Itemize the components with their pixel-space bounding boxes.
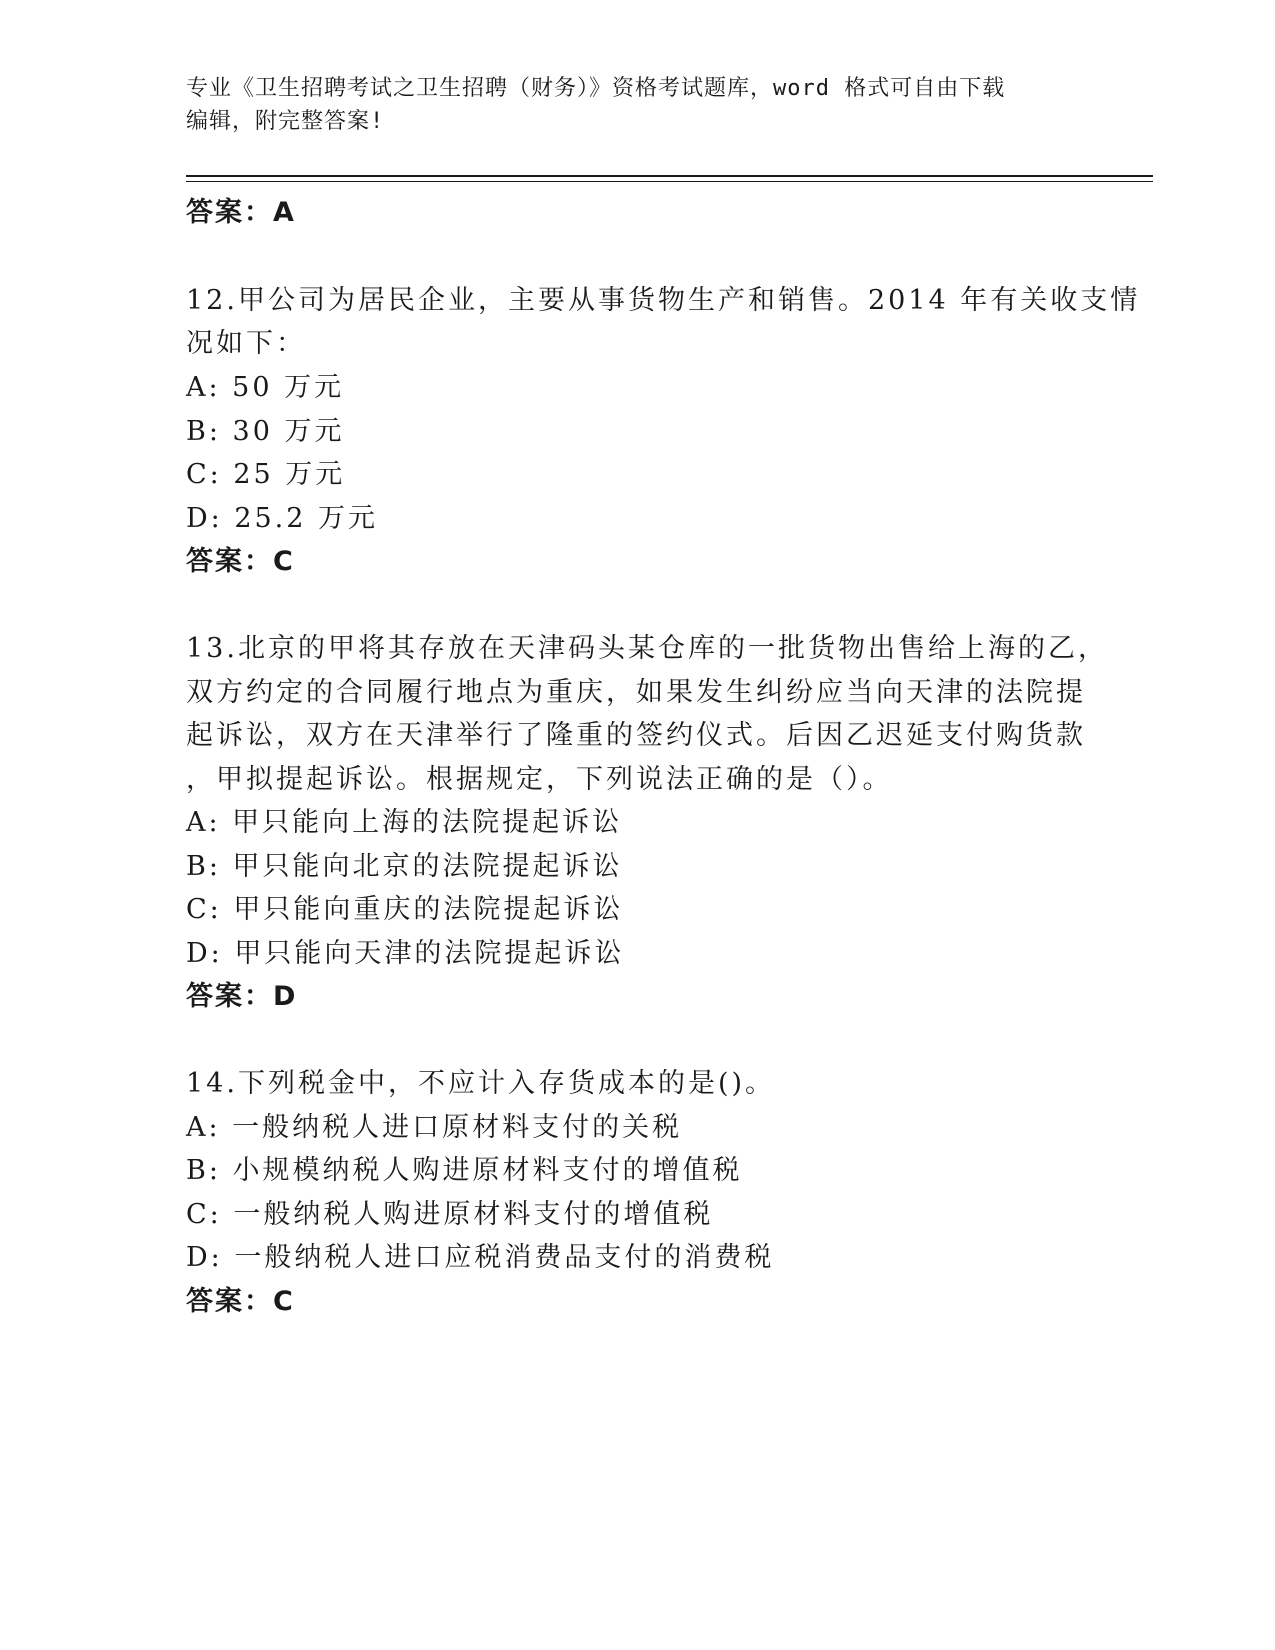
question-14-option-c: C: 一般纳税人购进原材料支付的增值税: [186, 1199, 714, 1230]
previous-answer: 答案：A: [186, 197, 296, 228]
question-13-text-line-2: 双方约定的合同履行地点为重庆，如果发生纠纷应当向天津的法院提: [186, 677, 1086, 708]
header-divider-thick: [186, 175, 1153, 177]
question-13-option-d: D: 甲只能向天津的法院提起诉讼: [186, 938, 625, 969]
question-14-option-b: B: 小规模纳税人购进原材料支付的增值税: [186, 1155, 743, 1186]
question-12-text-line-1: 12.甲公司为居民企业，主要从事货物生产和销售。2014 年有关收支情: [186, 285, 1141, 316]
question-12-option-a: A: 50 万元: [186, 372, 345, 403]
header-line-1: 专业《卫生招聘考试之卫生招聘（财务）》资格考试题库，word 格式可自由下载: [186, 76, 1006, 101]
question-13-option-a: A: 甲只能向上海的法院提起诉讼: [186, 807, 623, 838]
question-13-answer: 答案：D: [186, 981, 298, 1012]
question-13-option-b: B: 甲只能向北京的法院提起诉讼: [186, 851, 623, 882]
header-line-2: 编辑，附完整答案!: [186, 109, 385, 134]
question-12-answer: 答案：C: [186, 546, 295, 577]
question-14-option-a: A: 一般纳税人进口原材料支付的关税: [186, 1112, 683, 1143]
question-12-option-d: D: 25.2 万元: [186, 503, 379, 534]
question-14-answer: 答案：C: [186, 1286, 295, 1317]
question-13-text-line-3: 起诉讼，双方在天津举行了隆重的签约仪式。后因乙迟延支付购货款: [186, 720, 1086, 751]
question-14-text-line-1: 14.下列税金中，不应计入存货成本的是()。: [186, 1068, 776, 1099]
question-12-option-c: C: 25 万元: [186, 459, 346, 490]
question-13-option-c: C: 甲只能向重庆的法院提起诉讼: [186, 894, 624, 925]
header-divider-thin: [186, 181, 1153, 182]
document-header: [186, 72, 1086, 138]
question-14-option-d: D: 一般纳税人进口应税消费品支付的消费税: [186, 1242, 775, 1273]
question-12-text-line-2: 况如下：: [186, 328, 306, 359]
question-13-text-line-4: ，甲拟提起诉讼。根据规定，下列说法正确的是（）。: [186, 764, 893, 795]
question-12-option-b: B: 30 万元: [186, 416, 345, 447]
question-13-text-line-1: 13.北京的甲将其存放在天津码头某仓库的一批货物出售给上海的乙，: [186, 633, 1108, 664]
